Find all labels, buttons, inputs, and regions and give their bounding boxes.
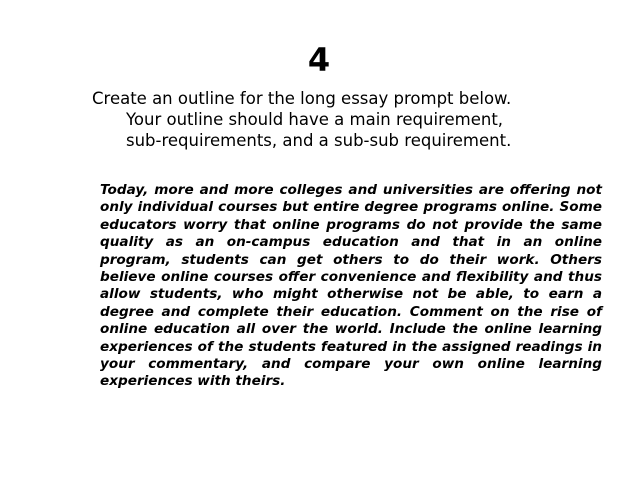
- essay-prompt: Today, more and more colleges and universities are offering not only individual courses but entire degree programs online. Some educators worry that online programs do not provide the same quality as an on-campus education and that in an online program, students can get others to do their work. Others believe online courses offer convenience and flexibility and thus allow students, who might otherwise not be able, to earn a degree and complete their education. Comment on the rise of online education all over the world. Include the online learning experiences of the students featured in the assigned readings in your commentary, and compare your own online learning experiences with theirs.: [100, 182, 602, 390]
- instructions-line-1: Create an outline for the long essay prompt below.: [92, 89, 512, 108]
- slide-number: 4: [307, 41, 331, 79]
- instructions-line-3: sub-requirements, and a sub-sub requirement.: [126, 131, 512, 150]
- instructions-line-2: Your outline should have a main requirement,: [126, 110, 504, 129]
- instructions: [92, 88, 612, 151]
